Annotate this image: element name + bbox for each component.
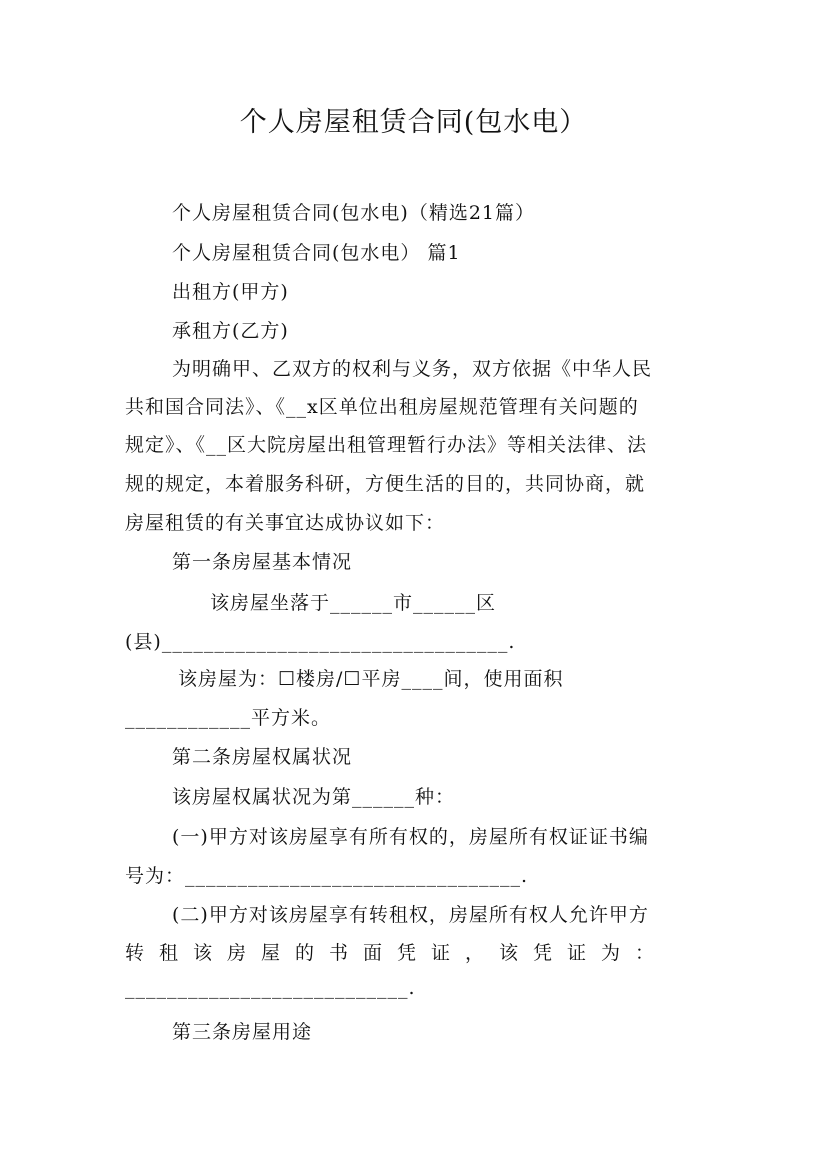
line-location: 该房屋坐落于______市______区	[210, 592, 497, 614]
line-clause-2-heading: 第二条房屋权属状况	[172, 746, 353, 768]
line-ownership-1: (一)甲方对该房屋享有所有权的，房屋所有权证证书编	[172, 826, 649, 848]
line-ownership-2: (二)甲方对该房屋享有转租权，房屋所有权人允许甲方	[172, 904, 649, 926]
line-lessor: 出租方(甲方)	[172, 281, 289, 303]
line-para-5: 房屋租赁的有关事宜达成协议如下：	[125, 512, 446, 534]
line-clause-3-heading: 第三条房屋用途	[172, 1021, 313, 1043]
line-area: ____________平方米。	[125, 707, 332, 729]
line-certificate-no: 号为：________________________________.	[125, 865, 529, 887]
document-title: 个人房屋租赁合同(包水电）	[239, 107, 588, 138]
line-house-type: 该房屋为：☐楼房/☐平房____间，使用面积	[178, 668, 564, 690]
line-subtitle: 个人房屋租赁合同(包水电)（精选21篇）	[172, 202, 536, 224]
line-article-heading: 个人房屋租赁合同(包水电） 篇1	[172, 242, 461, 264]
line-lessee: 承租方(乙方)	[172, 320, 289, 342]
line-county: (县)_________________________________.	[125, 631, 516, 653]
line-para-3: 规定》、《__区大院房屋出租管理暂行办法》等相关法律、法	[125, 434, 648, 456]
line-proof-blank: ___________________________.	[125, 977, 416, 999]
line-para-2: 共和国合同法》、《__x区单位出租房屋规范管理有关问题的	[125, 396, 639, 418]
line-sublease-proof: 转租该房屋的书面凭证，该凭证为：	[125, 942, 670, 964]
line-ownership-type: 该房屋权属状况为第______种：	[172, 786, 456, 808]
line-para-1: 为明确甲、乙双方的权利与义务，双方依据《中华人民	[172, 358, 653, 380]
line-clause-1-heading: 第一条房屋基本情况	[172, 551, 353, 573]
line-para-4: 规的规定，本着服务科研，方便生活的目的，共同协商，就	[125, 473, 646, 495]
